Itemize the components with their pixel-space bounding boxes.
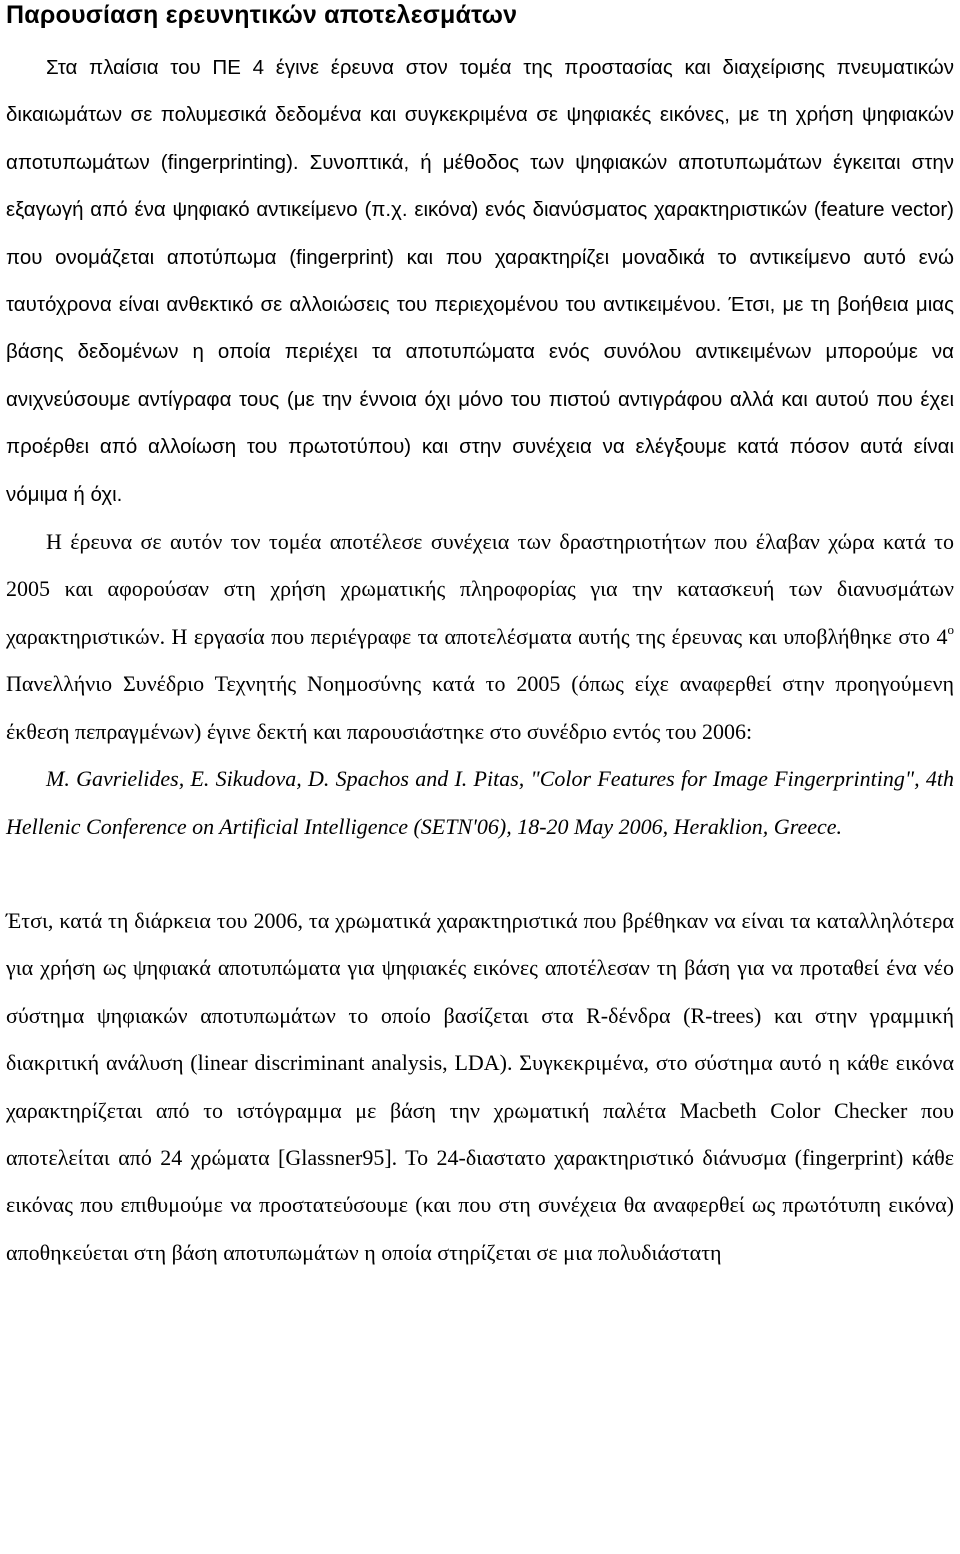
paragraph-system-2006: Έτσι, κατά τη διάρκεια του 2006, τα χρωματικά χαρακτηριστικά που βρέθηκαν να είναι τα καταλληλότερα για χρήση ως ψηφιακά αποτυπώματα για ψηφιακές εικόνες αποτέλεσαν τη βάση για να προταθεί ένα νέο σύστημα ψηφιακών αποτυπωμάτων το οποίο βασίζεται στα R-δένδρα (R-trees) και στην γραμμική διακριτική ανάλυση (linear discriminant analysis, LDA). Συγκεκριμένα, στο σύστημα αυτό η κάθε εικόνα χαρακτηρίζεται από το ιστόγραμμα με βάση την χρωματική παλέτα Macbeth Color Checker που αποτελείται από 24 χρώματα [Glassner95]. Το 24-διαστατο χαρακτηριστικό διάνυσμα (fingerprint) κάθε εικόνας που επιθυμούμε να προστατεύσουμε (και που στη συνέχεια θα αναφερθεί ως πρωτότυπη εικόνα) αποθηκεύεται στη βάση αποτυπωμάτων η οποία στηρίζεται σε μια πολυδιάστατη xyxy=(6,907,954,1265)
paragraph-research-2005 xyxy=(6,518,954,755)
ordinal-superscript: ο xyxy=(947,621,954,637)
paragraph-intro: Στα πλαίσια του ΠΕ 4 έγινε έρευνα στον τομέα της προστασίας και διαχείρισης πνευματικών δικαιωμάτων σε πολυμεσικά δεδομένα και συγκεκριμένα σε ψηφιακές εικόνες, με τη χρήση ψηφιακών αποτυπωμάτων (fingerprinting). Συνοπτικά, ή μέθοδος των ψηφιακών αποτυπωμάτων έγκειται στην εξαγωγή από ένα ψηφιακό αντικείμενο (π.χ. εικόνα) ενός διανύσματος χαρακτηριστικών (feature vector) που ονομάζεται αποτύπωμα (fingerprint) και που χαρακτηρίζει μοναδικά το αντικείμενο αυτό ενώ ταυτόχρονα είναι ανθεκτικό σε αλλοιώσεις του περιεχομένου του αντικειμένου. Έτσι, με τη βοήθεια μιας βάσης δεδομένων η οποία περιέχει τα αποτυπώματα ενός συνόλου αντικειμένων μπορούμε να ανιχνεύσουμε αντίγραφα τους (με την έννοια όχι μόνο του πιστού αντιγράφου αλλά και αυτού που έχει προέρθει από αλλοίωση του πρωτοτύπου) και στην συνέχεια να ελέγξουμε κατά πόσον αυτά είναι νόμιμα ή όχι. xyxy=(6,56,954,506)
paragraph-research-text-cont: Πανελλήνιο Συνέδριο Τεχνητής Νοημοσύνης κατά το 2005 (όπως είχε αναφερθεί στην προηγούμενη έκθεση πεπραγμένων) έγινε δεκτή και παρουσιάστηκε στο συνέδριο εντός του 2006: xyxy=(6,671,954,744)
paragraph-research-text: Η έρευνα σε αυτόν τον τομέα αποτέλεσε συνέχεια των δραστηριοτήτων που έλαβαν χώρα κατά το 2005 και αφορούσαν στη χρήση χρωματικής πληροφορίας για την κατασκευή των διανυσμάτων χαρακτηριστικών. Η εργασία που περιέγραφε τα αποτελέσματα αυτής της έρευνας και υποβλήθηκε στο 4 xyxy=(6,529,954,649)
section-title: Παρουσίαση ερευνητικών αποτελεσμάτων xyxy=(6,1,518,29)
publication-reference: M. Gavrielides, E. Sikudova, D. Spachos and I. Pitas, "Color Features for Image Fingerprinting", 4th Hellenic Conference on Artificial Intelligence (SETN'06), 18-20 May 2006, Heraklion, Greece. xyxy=(6,766,954,839)
blank-line xyxy=(6,850,954,897)
